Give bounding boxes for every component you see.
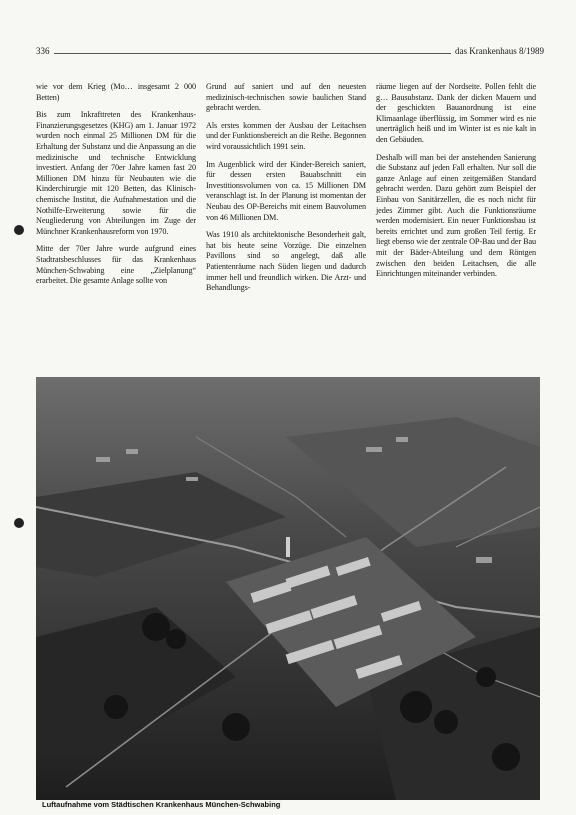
paragraph: Deshalb will man bei der anstehenden Sanierung die Substanz auf jeden Fall erhalten. Nur soll die ganze Anlage auf einen zeitgemäßen Standard gebracht werden. Dazu gehört zum Beispiel der Einbau von Sanitärzellen, die es noch nicht für jedes Zimmer gibt. Auch die Funktionsräume werden modernisiert. Ein neuer Funktionsbau ist bereits errichtet und zum großen Teil fertig. Er liegt ebenso wie der zentrale OP-Bau und der Bau mit der Bäder-Abteilung und dem Röntgen zwischen den beiden Leitachsen, die alle Einrichtungen miteinander verbinden. — [376, 152, 536, 279]
punch-hole — [14, 518, 24, 528]
photo-caption: Luftaufnahme vom Städtischen Krankenhaus München-Schwabing — [42, 800, 281, 809]
paragraph: Mitte der 70er Jahre wurde aufgrund eines Stadtratsbeschlusses für das Krankenhaus München-Schwabing eine „Zielplanung“ erarbeitet. Die gesamte Anlage sollte von — [36, 244, 196, 286]
page-header — [36, 44, 544, 56]
journal-name: das Krankenhaus 8/1989 — [455, 46, 544, 56]
paragraph: wie vor dem Krieg (Mo… insgesamt 2 000 Betten) — [36, 82, 196, 102]
paragraph: Grund auf saniert und auf den neuesten medizinisch-technischen sowie baulichen Stand gebracht werden. — [206, 82, 366, 113]
text-column-1 — [36, 82, 196, 294]
paragraph: räume liegen auf der Nordseite. Pollen fehlt die g… Bausubstanz. Dank der dicken Mauern und der geschickten Bauanordnung ist eine Klimaanlage überflüssig, im Sommer wird es nie unerträglich heiß und im Winter ist es nie kalt in den Gebäuden. — [376, 82, 536, 144]
text-column-2 — [206, 82, 366, 301]
aerial-photo — [36, 377, 540, 800]
aerial-photo-drawing — [36, 377, 540, 800]
header-rule — [54, 53, 452, 54]
paragraph: Als erstes kommen der Ausbau der Leitachsen und der Funktionsbereich an die Reihe. Begonnen wird voraussichtlich 1991 sein. — [206, 120, 366, 151]
paragraph: Was 1910 als architektonische Besonderheit galt, hat bis heute seine Vorzüge. Die einzelnen Pavillons sind so angelegt, daß alle Patientenräume nach Süden liegen und dadurch immer hell und freundlich wirken. Die Arzt- und Behandlungs- — [206, 230, 366, 293]
paragraph: Im Augenblick wird der Kinder-Bereich saniert, für dessen ersten Bauabschnitt ein Investitionsvolumen von ca. 15 Millionen DM veranschlagt ist. In der Planung ist momentan der Neubau des OP-Bereichs mit einem Bauvolumen von 46 Millionen DM. — [206, 159, 366, 222]
paragraph: Bis zum Inkrafttreten des Krankenhaus-Finanzierungsgesetzes (KHG) am 1. Januar 1972 wurden noch einmal 25 Millionen DM für die Erhaltung der Substanz und die Anpassung an die medizinische und technische Entwicklung investiert. Anfang der 70er Jahre kamen fast 20 Millionen DM hinzu für Neubauten wie die Kinderchirurgie mit 120 Betten, das Klinisch-chemische Institut, die Aufnahmestation und die Nothilfe-Erweiterung sowie für die Neugliederung von Abteilungen im Zuge der Münchner Krankenhausreform von 1970. — [36, 110, 196, 236]
punch-hole — [14, 225, 24, 235]
text-column-3 — [376, 82, 536, 287]
page-number: 336 — [36, 46, 50, 56]
